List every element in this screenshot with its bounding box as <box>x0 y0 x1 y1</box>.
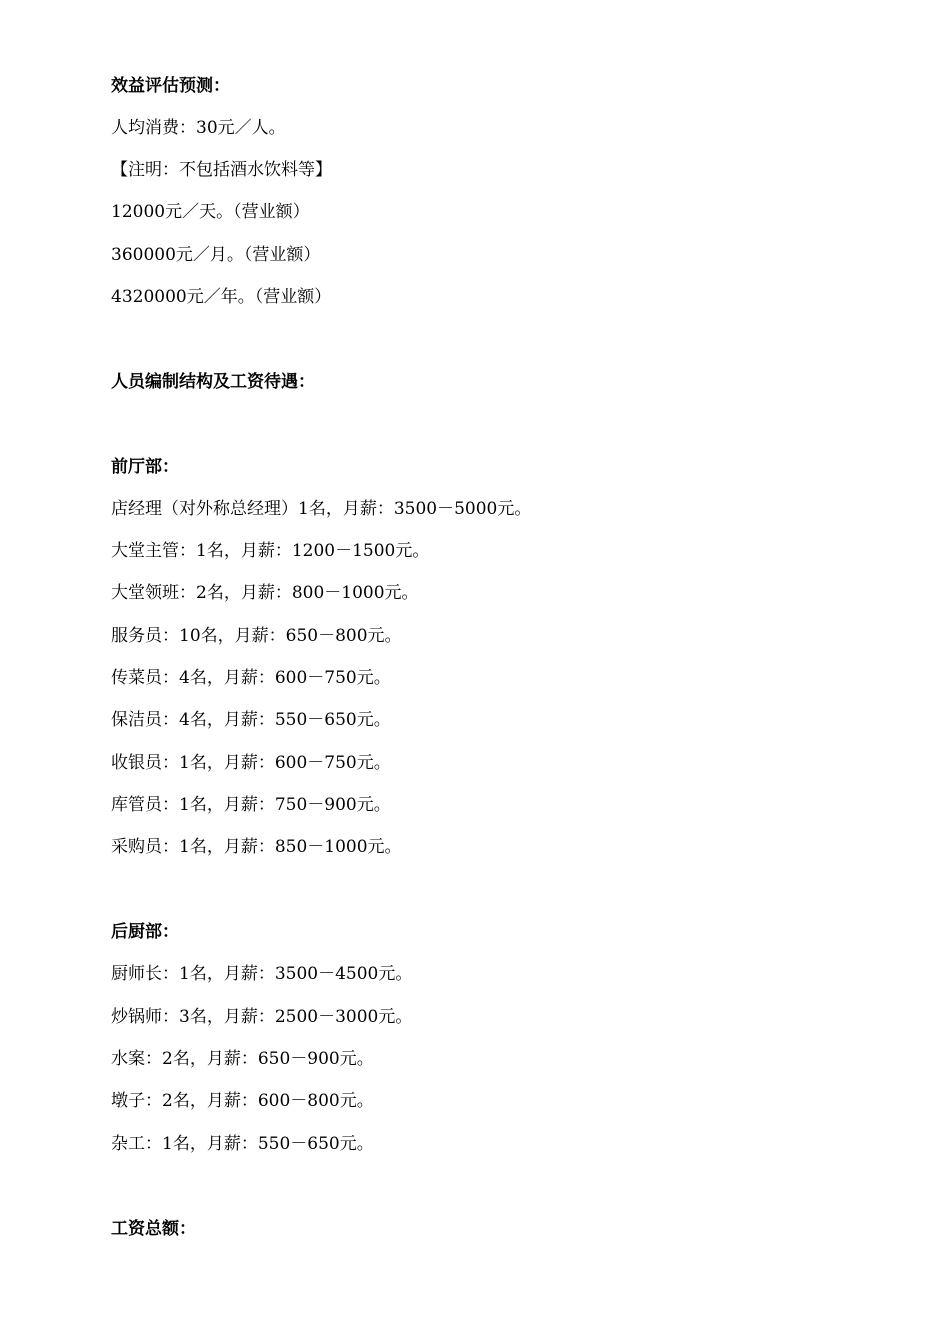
front-line: 店经理（对外称总经理）1名，月薪：3500－5000元。 <box>111 499 532 519</box>
front-line: 大堂领班：2名，月薪：800－1000元。 <box>111 583 419 603</box>
benefit-line: 12000元／天。（营业额） <box>111 202 310 222</box>
benefit-heading: 效益评估预测： <box>111 76 230 96</box>
front-line: 服务员：10名，月薪：650－800元。 <box>111 626 402 646</box>
front-line: 收银员：1名，月薪：600－750元。 <box>111 753 391 773</box>
front-line: 库管员：1名，月薪：750－900元。 <box>111 795 391 815</box>
kitchen-line: 炒锅师：3名，月薪：2500－3000元。 <box>111 1007 413 1027</box>
front-line: 传菜员：4名，月薪：600－750元。 <box>111 668 391 688</box>
front-heading: 前厅部： <box>111 457 179 477</box>
staff-heading: 人员编制结构及工资待遇： <box>111 372 315 392</box>
front-line: 采购员：1名，月薪：850－1000元。 <box>111 837 402 857</box>
front-line: 保洁员：4名，月薪：550－650元。 <box>111 710 391 730</box>
benefit-line: 【注明：不包括酒水饮料等】 <box>111 160 332 180</box>
kitchen-line: 水案：2名，月薪：650－900元。 <box>111 1049 374 1069</box>
kitchen-heading: 后厨部： <box>111 922 179 942</box>
benefit-line: 360000元／月。（营业额） <box>111 245 321 265</box>
benefit-line: 4320000元／年。（营业额） <box>111 287 332 307</box>
kitchen-line: 墩子：2名，月薪：600－800元。 <box>111 1091 374 1111</box>
kitchen-line: 厨师长：1名，月薪：3500－4500元。 <box>111 964 413 984</box>
kitchen-line: 杂工：1名，月薪：550－650元。 <box>111 1134 374 1154</box>
benefit-line: 人均消费：30元／人。 <box>111 118 286 138</box>
front-line: 大堂主管：1名，月薪：1200－1500元。 <box>111 541 430 561</box>
total-heading: 工资总额： <box>111 1219 196 1239</box>
